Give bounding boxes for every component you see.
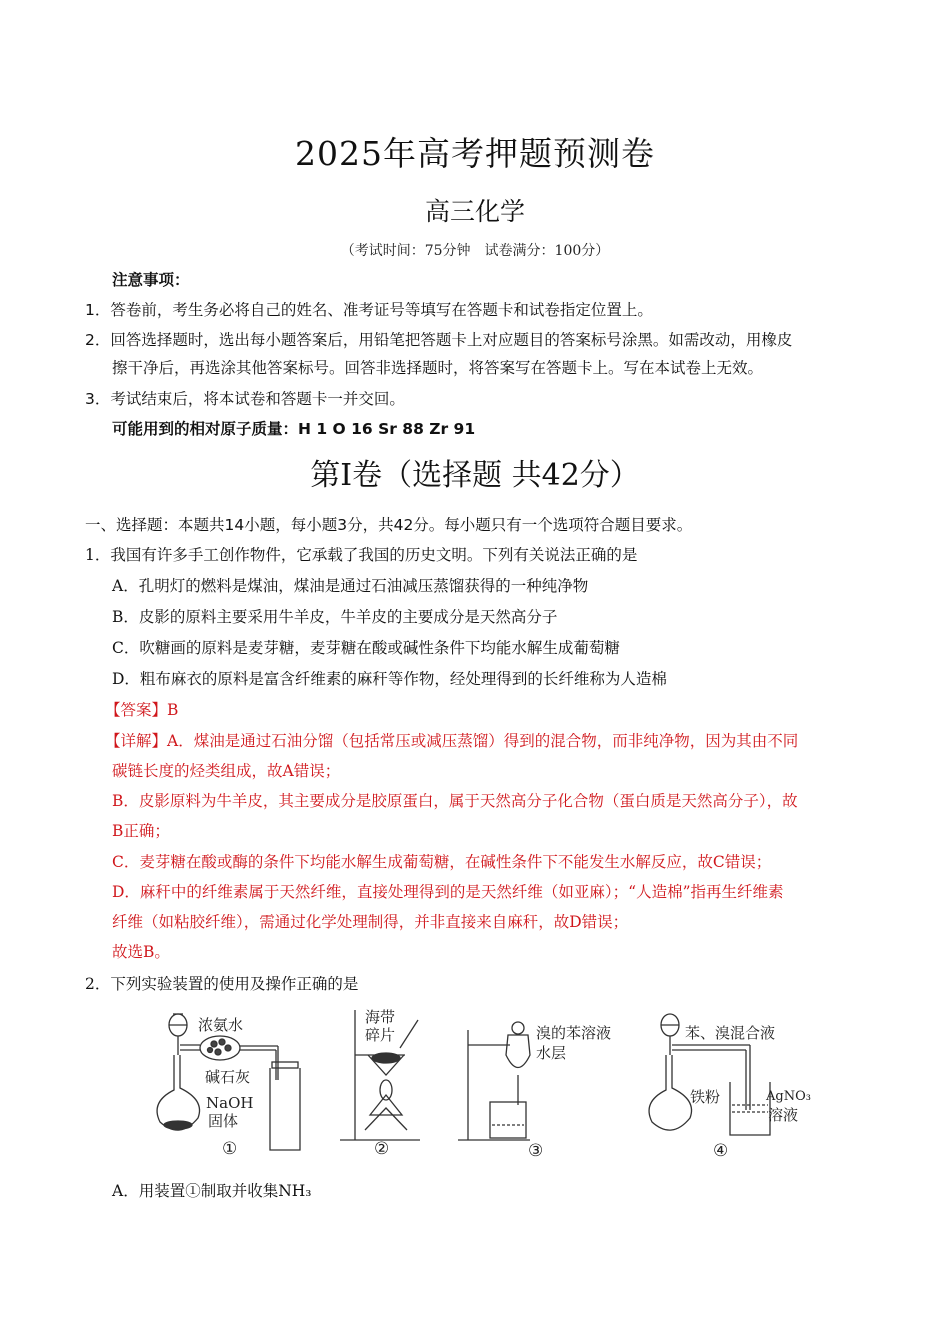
notice-item-text: 答卷前，考生务必将自己的姓名、准考证号等填写在答题卡和试卷指定位置上。 (110, 301, 653, 319)
label-apparatus-4: ④ (713, 1141, 729, 1161)
label-water-layer: 水层 (536, 1044, 567, 1062)
question-num: 2． (85, 975, 111, 993)
notice-item-2 (85, 329, 792, 351)
question-1-stem (85, 544, 637, 566)
label-soda-lime: 碱石灰 (205, 1068, 251, 1086)
exam-title: 2025年高考押题预测卷 (295, 134, 655, 173)
q1-explanation-line: B正确； (112, 822, 170, 840)
label-iron-powder: 铁粉 (690, 1088, 721, 1106)
q1-option-d: D．粗布麻衣的原料是富含纤维素的麻秆等作物，经处理得到的长纤维称为人造棉 (112, 670, 667, 688)
notice-item-num: 3． (85, 390, 111, 408)
notice-item-3 (85, 388, 405, 410)
label-apparatus-3: ③ (528, 1141, 544, 1161)
label-naoh-2: 固体 (208, 1112, 239, 1130)
question-num: 1． (85, 546, 111, 564)
question-text: 下列实验装置的使用及操作正确的是 (110, 975, 359, 993)
q1-option-c: C．吹糖画的原料是麦芽糖，麦芽糖在酸或碱性条件下均能水解生成葡萄糖 (112, 639, 620, 657)
exam-info: （考试时间：75分钟 试卷满分：100分） (340, 243, 610, 259)
q1-explanation-line: D．麻秆中的纤维素属于天然纤维，直接处理得到的是天然纤维（如亚麻）；“人造棉”指再生纤维素 (112, 883, 784, 901)
q1-explanation-line: 碳链长度的烃类组成，故A错误； (112, 762, 341, 780)
q1-explanation-line: C．麦芽糖在酸或酶的条件下均能水解生成葡萄糖，在碱性条件下不能发生水解反应，故C错误； (112, 853, 772, 871)
notice-item-num: 2． (85, 331, 111, 349)
label-agno3: AgNO₃ (766, 1089, 811, 1104)
q1-explanation-line: 故选B。 (112, 943, 170, 961)
question-2-stem (85, 973, 358, 995)
label-ammonia-water: 浓氨水 (198, 1016, 244, 1034)
label-bromine-benzene: 溴的苯溶液 (536, 1024, 612, 1042)
label-benzene-bromine: 苯、溴混合液 (685, 1024, 776, 1042)
q1-answer: 【答案】B (105, 701, 179, 719)
q1-option-b: B．皮影的原料主要采用牛羊皮，牛羊皮的主要成分是天然高分子 (112, 608, 558, 626)
apparatus-3-separating-funnel (458, 1022, 530, 1140)
notice-heading: 注意事项： (112, 271, 190, 289)
exam-subtitle: 高三化学 (424, 197, 525, 226)
question-text: 我国有许多手工创作物件，它承载了我国的历史文明。下列有关说法正确的是 (110, 546, 638, 564)
atomic-masses: 可能用到的相对原子质量：H 1 O 16 Sr 88 Zr 91 (112, 420, 476, 438)
apparatus-figure (150, 1000, 811, 1168)
q1-explanation-line: 纤维（如粘胶纤维），需通过化学处理制得，并非直接来自麻秆，故D错误； (112, 913, 629, 931)
q2-option-a: A．用装置①制取并收集NH₃ (112, 1182, 312, 1200)
notice-item-text: 回答选择题时，选出每小题答案后，用铅笔把答题卡上对应题目的答案标号涂黑。如需改动，用橡皮 (110, 331, 793, 349)
section-instruction: 一、选择题：本题共14小题，每小题3分，共42分。每小题只有一个选项符合题目要求。 (85, 516, 693, 534)
q1-explanation-line: 【详解】A．煤油是通过石油分馏（包括常压或减压蒸馏）得到的混合物，而非纯净物，因为其由不同 (105, 732, 799, 750)
label-apparatus-1: ① (222, 1139, 238, 1159)
notice-item-num: 1． (85, 301, 111, 319)
label-solution: 溶液 (768, 1106, 799, 1124)
notice-item-2-cont: 擦干净后，再选涂其他答案标号。回答非选择题时，将答案写在答题卡上。写在本试卷上无效。 (112, 359, 764, 377)
notice-item-text: 考试结束后，将本试卷和答题卡一并交回。 (110, 390, 405, 408)
q1-explanation-line: B．皮影原料为牛羊皮，其主要成分是胶原蛋白，属于天然高分子化合物（蛋白质是天然高分子），故 (112, 792, 798, 810)
label-seaweed-1: 海带 (365, 1008, 396, 1026)
notice-item-1 (85, 299, 653, 321)
q1-option-a: A．孔明灯的燃料是煤油，煤油是通过石油减压蒸馏获得的一种纯净物 (112, 577, 589, 595)
section-title: 第Ⅰ卷（选择题 共42分） (310, 458, 640, 493)
label-apparatus-2: ② (374, 1139, 390, 1159)
label-seaweed-2: 碎片 (365, 1026, 396, 1044)
label-naoh-1: NaOH (206, 1094, 254, 1112)
